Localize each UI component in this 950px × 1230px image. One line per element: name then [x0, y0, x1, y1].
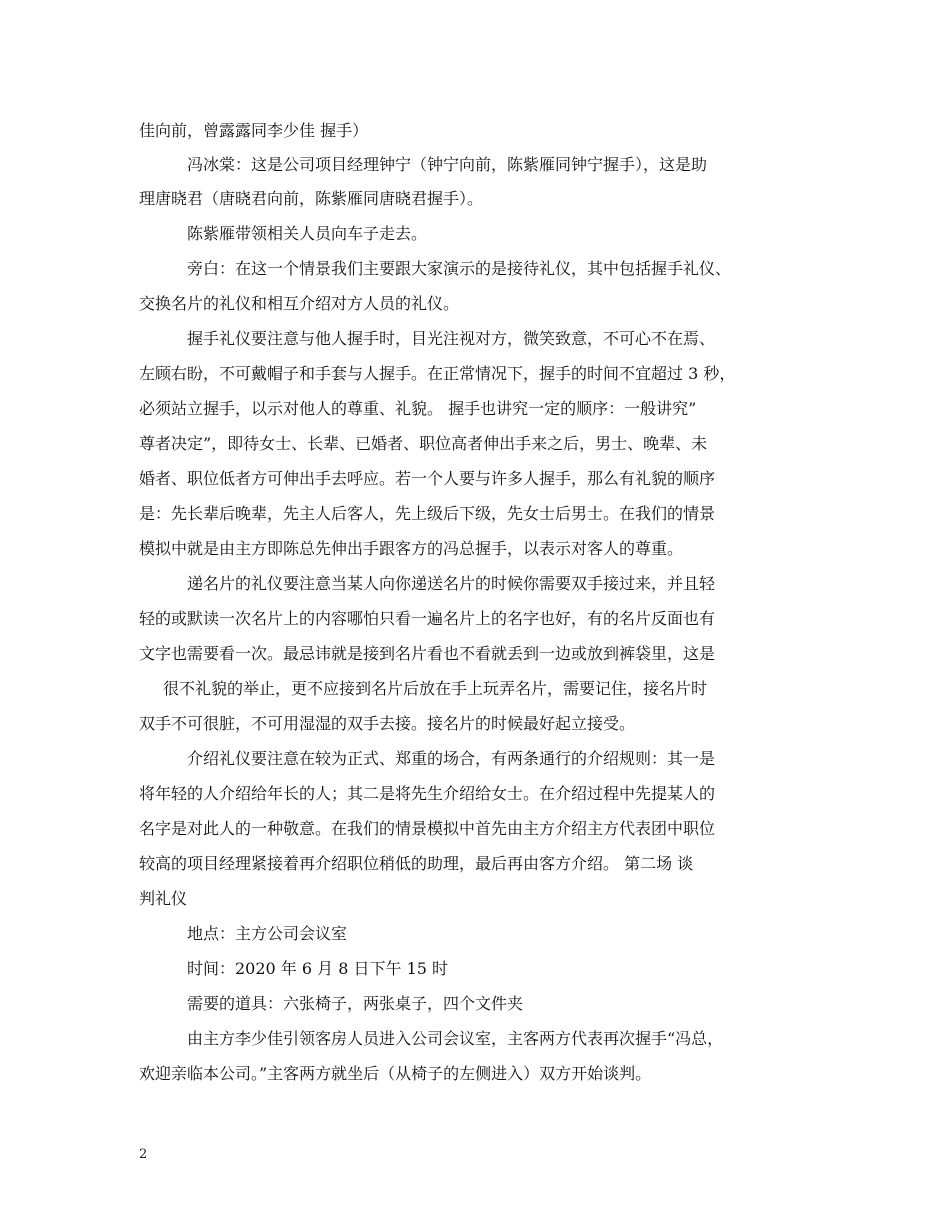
text-line: 很不礼貌的举止，更不应接到名片后放在手上玩弄名片，需要记住，接名片时: [163, 679, 708, 698]
text-line: 尊者决定”，即待女士、长辈、已婚者、职位高者伸出手来之后，男士、晚辈、未: [139, 434, 708, 453]
text-line: 将年轻的人介绍给年长的人；其二是将先生介绍给女士。在介绍过程中先提某人的: [139, 784, 716, 803]
text-line: 文字也需要看一次。最忌讳就是接到名片看也不看就丢到一边或放到裤袋里，这是: [139, 644, 716, 663]
text-line: 理唐晓君（唐晓君向前，陈紫雁同唐晓君握手）。: [139, 189, 484, 208]
text-line: 婚者、职位低者方可伸出手去呼应。若一个人要与许多人握手，那么有礼貌的顺序: [139, 469, 716, 488]
text-line: 较高的项目经理紧接着再介绍职位稍低的助理，最后再由客方介绍。 第二场 谈: [139, 854, 694, 873]
text-line: 判礼仪: [139, 889, 188, 908]
text-line: 地点：主方公司会议室: [187, 924, 348, 943]
text-line: 轻的或默读一次名片上的内容哪怕只看一遍名片上的名字也好，有的名片反面也有: [139, 609, 716, 628]
text-line: 双手不可很脏，不可用湿湿的双手去接。接名片的时候最好起立接受。: [139, 714, 636, 733]
text-line: 交换名片的礼仪和相互介绍对方人员的礼仪。: [139, 294, 460, 313]
text-line: 是：先长辈后晚辈，先主人后客人，先上级后下级，先女士后男士。在我们的情景: [139, 504, 716, 523]
text-line: 必须站立握手，以示对他人的尊重、礼貌。 握手也讲究一定的顺序：一般讲究”: [139, 399, 697, 418]
text-line: 介绍礼仪要注意在较为正式、郑重的场合，有两条通行的介绍规则：其一是: [187, 749, 716, 768]
text-line: 由主方李少佳引领客房人员进入公司会议室，主客两方代表再次握手“冯总，: [187, 1029, 724, 1048]
text-line: 递名片的礼仪要注意当某人向你递送名片的时候你需要双手接过来，并且轻: [187, 574, 716, 593]
text-line: 左顾右盼，不可戴帽子和手套与人握手。在正常情况下，握手的时间不宜超过 3 秒，: [139, 364, 736, 383]
text-line: 握手礼仪要注意与他人握手时，目光注视对方，微笑致意，不可心不在焉、: [187, 329, 716, 348]
text-line: 名字是对此人的一种敬意。在我们的情景模拟中首先由主方介绍主方代表团中职位: [139, 819, 716, 838]
text-line: 旁白：在这一个情景我们主要跟大家演示的是接待礼仪，其中包括握手礼仪、: [187, 259, 732, 278]
text-line: 陈紫雁带领相关人员向车子走去。: [187, 224, 428, 243]
text-line: 模拟中就是由主方即陈总先伸出手跟客方的冯总握手，以表示对客人的尊重。: [139, 539, 684, 558]
text-line: 欢迎亲临本公司。”主客两方就坐后（从椅子的左侧进入）双方开始谈判。: [139, 1064, 652, 1083]
text-line: 佳向前，曾露露同李少佳 握手）: [139, 121, 369, 140]
text-line: 冯冰棠：这是公司项目经理钟宁（钟宁向前，陈紫雁同钟宁握手），这是助: [187, 155, 708, 174]
text-line: 需要的道具：六张椅子，两张桌子，四个文件夹: [187, 994, 524, 1013]
text-line: 时间：2020 年 6 月 8 日下午 15 时: [187, 959, 449, 978]
page-number: 2: [139, 1147, 148, 1162]
